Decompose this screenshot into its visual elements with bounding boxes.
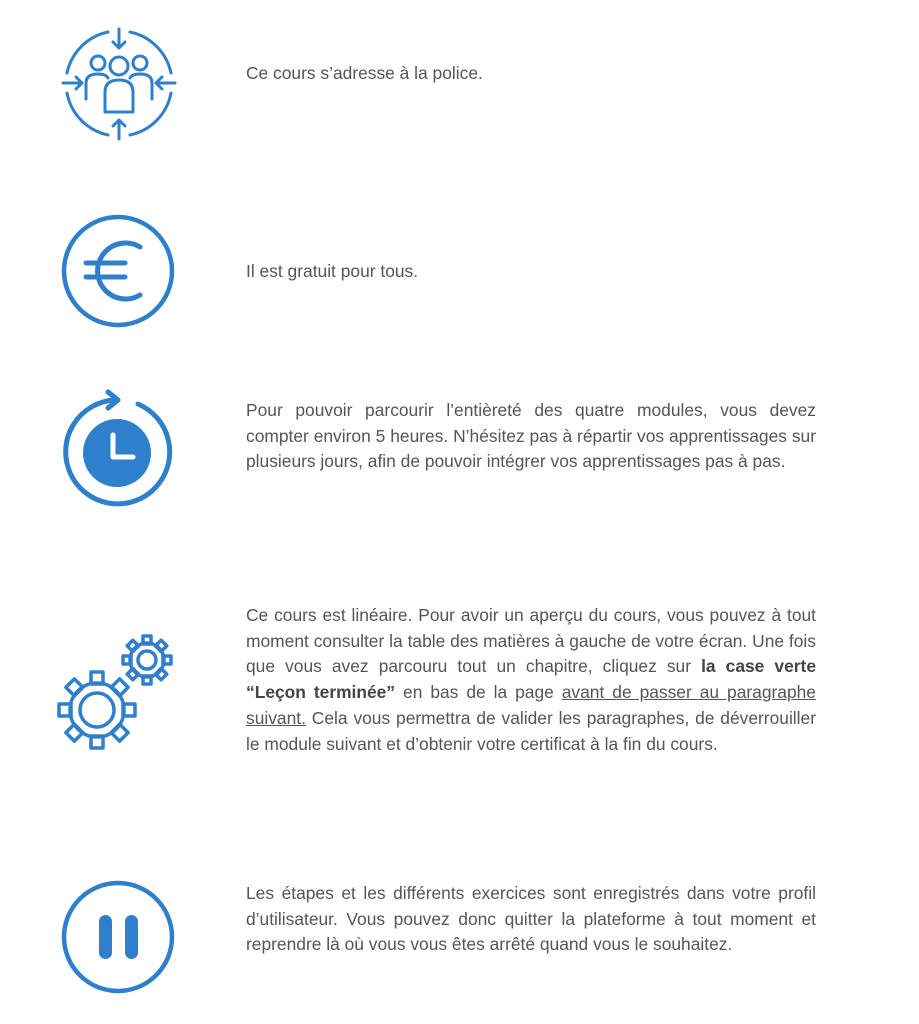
- clock-refresh-icon: [60, 388, 176, 510]
- navigation-text-a: Ce cours est linéaire. Pour avoir un aperçu du cours, vous pouvez à tout moment consulter la table des matières à gauche de votre écran. Une fois que vous avez parcouru tout un chapitre, cliquez sur: [246, 605, 816, 677]
- navigation-text-c: Cela vous permettra de valider les paragraphes, de déverrouiller le module suivant et d’obtenir votre certificat à la fin du cours.: [246, 707, 816, 754]
- lesson-done-emphasis: la case verte “Leçon terminée”: [246, 656, 816, 703]
- people-cycle-icon: [60, 26, 178, 142]
- price-text: Il est gratuit pour tous.: [246, 261, 419, 281]
- pause-icon: [61, 880, 177, 996]
- next-paragraph-emphasis: avant de passer au paragraphe suivant.: [246, 682, 816, 728]
- progress-saved-text: Les étapes et les différents exercices sont enregistrés dans votre profil d’utilisateur. Vous pouvez donc quitter la plateforme à tout moment et reprendre là où vous vous êtes arrêté quand vous le souhaitez.: [246, 883, 816, 955]
- gears-icon: [57, 632, 177, 752]
- audience-text: Ce cours s’adresse à la police.: [246, 63, 483, 83]
- duration-text: Pour pouvoir parcourir l’entièreté des quatre modules, vous devez compter environ 5 heures. N’hésitez pas à répartir vos apprentissages sur plusieurs jours, afin de pouvoir intégrer vos apprentissages pas à pas.: [246, 400, 816, 472]
- euro-icon: [61, 214, 177, 328]
- navigation-text: [246, 603, 816, 757]
- navigation-text-b: en bas de la page: [395, 682, 562, 703]
